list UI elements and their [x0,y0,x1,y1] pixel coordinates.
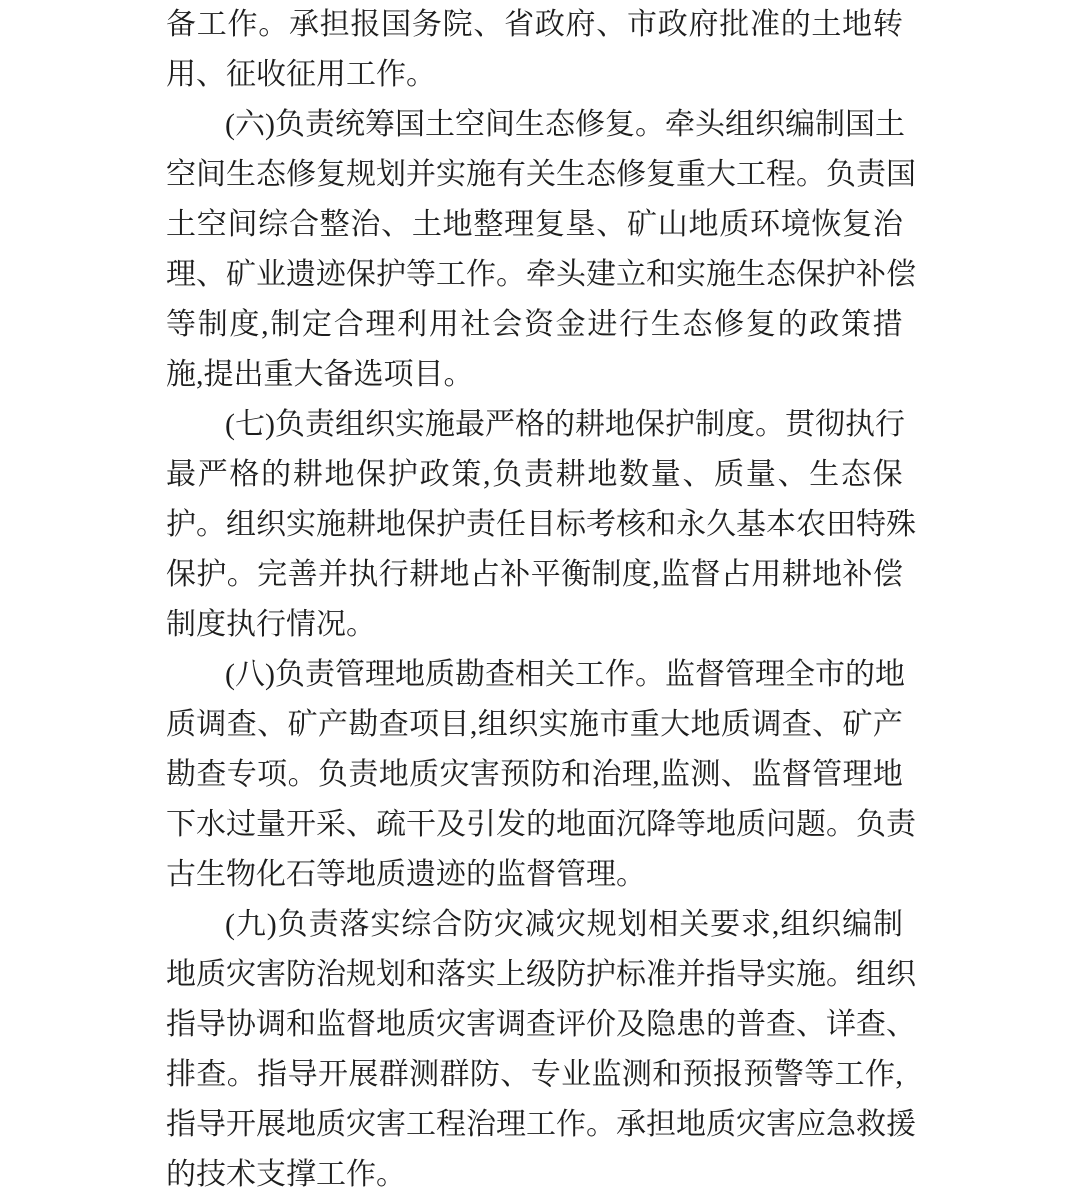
paragraph-first-line: ( 八 ) 负 责 管 理 地 质 勘 查 相 关 工 作 。 监 督 管 理 全 市 的 地 [225,658,905,691]
text-line: 等 制 度 , 制 定 合 理 利 用 社 会 资 金 进 行 生 态 修 复 的 政 策 措 [166,308,903,341]
document-body [166,0,916,1200]
text-line: 指 导 协 调 和 监 督 地 质 灾 害 调 查 评 价 及 隐 患 的 普 查 、 详 查 、 [166,1008,916,1041]
text-line: 排 查 。 指 导 开 展 群 测 群 防 、 专 业 监 测 和 预 报 预 警 等 工 作 , [166,1058,903,1091]
text-line: 保 护 。 完 善 并 执 行 耕 地 占 补 平 衡 制 度 , 监 督 占 用 耕 地 补 偿 [166,558,903,591]
text-line: 制度执行情况。 [166,608,376,641]
paragraph-first-line: ( 九 ) 负 责 落 实 综 合 防 灾 减 灾 规 划 相 关 要 求 , 组 织 编 制 [225,908,903,941]
text-line: 护 。 组 织 实 施 耕 地 保 护 责 任 目 标 考 核 和 永 久 基 本 农 田 特 殊 [166,508,916,541]
text-line: 质 调 查 、 矿 产 勘 查 项 目 , 组 织 实 施 市 重 大 地 质 调 查 、 矿 产 [166,708,903,741]
text-line: 理 、 矿 业 遗 迹 保 护 等 工 作 。 牵 头 建 立 和 实 施 生 态 保 护 补 偿 [166,258,916,291]
text-line: 地 质 灾 害 防 治 规 划 和 落 实 上 级 防 护 标 准 并 指 导 实 施 。 组 织 [166,958,916,991]
text-line: 备 工 作 。 承 担 报 国 务 院 、 省 政 府 、 市 政 府 批 准 的 土 地 转 [166,8,903,41]
text-line: 勘 查 专 项 。 负 责 地 质 灾 害 预 防 和 治 理 , 监 测 、 监 督 管 理 地 [166,758,903,791]
text-line: 空 间 生 态 修 复 规 划 并 实 施 有 关 生 态 修 复 重 大 工 程 。 负 责 国 [166,158,916,191]
text-line: 最 严 格 的 耕 地 保 护 政 策 , 负 责 耕 地 数 量 、 质 量 、 生 态 保 [166,458,903,491]
text-line: 下 水 过 量 开 采 、 疏 干 及 引 发 的 地 面 沉 降 等 地 质 问 题 。 负 责 [166,808,916,841]
text-line: 用、征收征用工作。 [166,58,436,91]
text-line: 土 空 间 综 合 整 治 、 土 地 整 理 复 垦 、 矿 山 地 质 环 境 恢 复 治 [166,208,903,241]
text-line: 指 导 开 展 地 质 灾 害 工 程 治 理 工 作 。 承 担 地 质 灾 害 应 急 救 援 [166,1108,916,1141]
text-line: 的技术支撑工作。 [166,1158,406,1191]
paragraph-first-line: ( 七 ) 负 责 组 织 实 施 最 严 格 的 耕 地 保 护 制 度 。 贯 彻 执 行 [225,408,905,441]
text-line: 古生物化石等地质遗迹的监督管理。 [166,858,646,891]
text-line: 施,提出重大备选项目。 [166,358,474,391]
paragraph-first-line: ( 六 ) 负 责 统 筹 国 土 空 间 生 态 修 复 。 牵 头 组 织 编 制 国 土 [225,108,905,141]
